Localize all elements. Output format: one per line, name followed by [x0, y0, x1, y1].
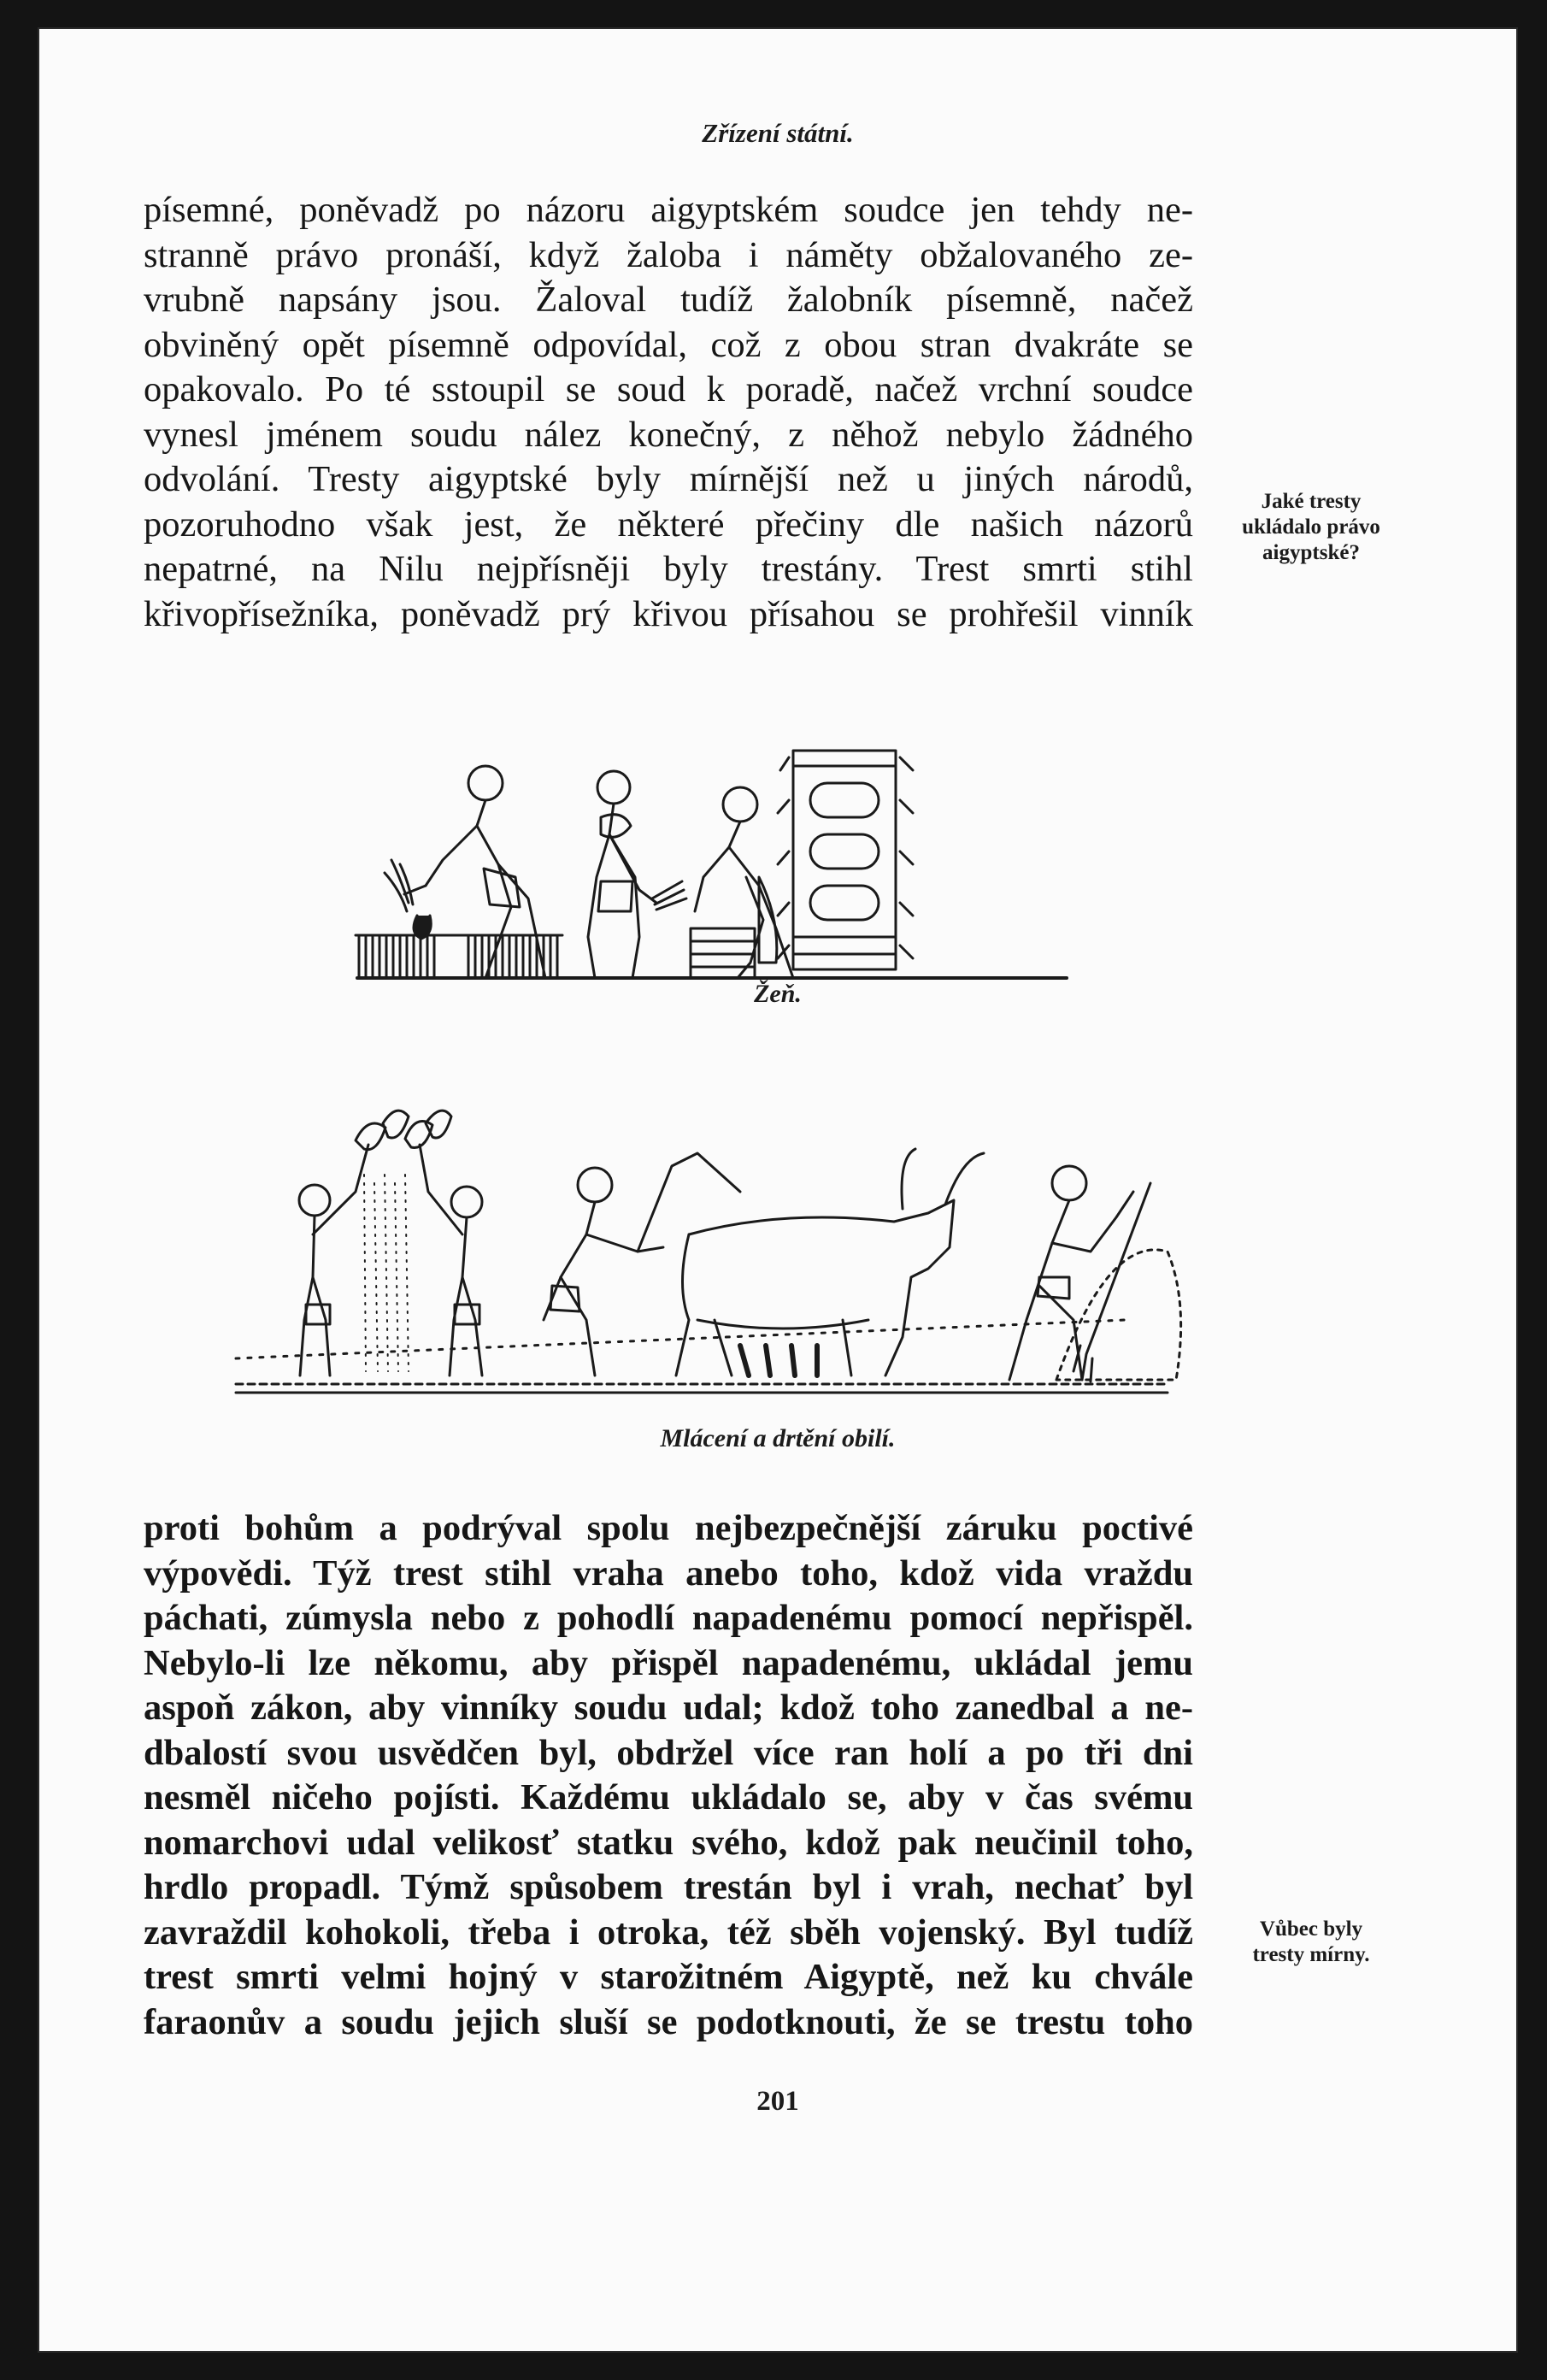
text-line: nomarchovi udal velikosť statku svého, kdož pak neučinil toho,: [144, 1822, 1193, 1863]
text-line: hrdlo propadl. Týmž spůsobem trestán byl i vrah, nechať byl: [144, 1867, 1193, 1907]
threshing-illustration: [185, 1063, 1202, 1465]
pitchfork-figure: [1009, 1166, 1150, 1381]
gatherer-figure: [691, 787, 793, 978]
figure-caption-harvest: Žeň.: [754, 980, 802, 1008]
book-page: [39, 29, 1516, 2351]
text-line: proti bohům a podrýval spolu nejbezpečnější záruku poctivé: [144, 1508, 1193, 1548]
falling-grain: [364, 1175, 409, 1371]
winnower-figure-left: [299, 1110, 409, 1376]
text-line: křivopřísežníka, poněvadž prý křivou přísahou se prohřešil vinník: [144, 593, 1193, 634]
text-line: nepatrné, na Nilu nejpřísněji byly trestány. Trest smrti stihl: [144, 549, 1193, 589]
margin-note-line: tresty mírny.: [1252, 1943, 1370, 1966]
reaper-figure: [385, 766, 545, 978]
margin-note-line: ukládalo právo: [1242, 515, 1380, 539]
text-line: opakovalo. Po té sstoupil se soud k poradě, načež vrchní soudce: [144, 369, 1193, 409]
text-line: stranně právo pronáší, když žaloba i náměty obžalovaného ze-: [144, 234, 1193, 275]
text-line: trest smrti velmi hojný v starožitném Aigyptě, než ku chvále: [144, 1957, 1193, 1997]
text-line: vynesl jménem soudu nález konečný, z něhož nebylo žádného: [144, 414, 1193, 455]
margin-note-mild-punishments: [1210, 1917, 1412, 1968]
text-line: pozoruhodno však jest, že některé přečiny dle našich názorů: [144, 504, 1193, 545]
text-line: faraonův a soudu jejich sluší se podotknouti, že se trestu toho: [144, 2001, 1193, 2042]
grain-field: [356, 935, 562, 978]
binder-figure: [588, 771, 686, 978]
text-line: zavraždil kohokoli, třeba i otroka, též sběh vojenský. Byl tudíž: [144, 1912, 1193, 1953]
page-number: 201: [756, 2086, 799, 2117]
text-line: vrubně napsány jsou. Žaloval tudíž žalobník písemně, načež: [144, 280, 1193, 320]
ox-figure: [676, 1149, 984, 1376]
text-line: obviněný opět písemně odpovídal, což z obou stran dvakráte se: [144, 324, 1193, 365]
text-line: Nebylo-li lze někomu, aby přispěl napadenému, ukládal jemu: [144, 1642, 1193, 1683]
margin-note-line: aigyptské?: [1262, 541, 1360, 564]
text-line: nesměl ničeho pojísti. Každému ukládalo se, aby v čas svému: [144, 1777, 1193, 1817]
text-line: výpovědi. Týž trest stihl vraha anebo toho, kdož vida vraždu: [144, 1552, 1193, 1594]
margin-note-line: Jaké tresty: [1261, 490, 1362, 513]
figure-caption-threshing: Mlácení a drtění obilí.: [660, 1424, 896, 1452]
bottom-paragraph: [144, 1506, 1193, 2045]
text-line: dbalostí svou usvědčen byl, obdržel více ran holí a po tři dni: [144, 1732, 1193, 1773]
running-header: Zřízení státní.: [702, 118, 854, 148]
text-line: páchati, zúmysla nebo z pohodlí napadenému pomocí nepřispěl.: [144, 1598, 1193, 1638]
top-paragraph: [144, 188, 1193, 637]
driver-figure: [544, 1153, 740, 1376]
winnower-figure-right: [405, 1110, 482, 1376]
text-line: písemné, poněvadž po názoru aigyptském soudce jen tehdy ne-: [144, 190, 1193, 230]
margin-note-punishments: [1210, 489, 1412, 566]
text-line: odvolání. Tresty aigyptské byly mírnější než u jiných národů,: [144, 459, 1193, 499]
text-line: aspoň zákon, aby vinníky soudu udal; kdož toho zanedbal a ne-: [144, 1688, 1193, 1728]
grain-stack: [778, 751, 913, 969]
margin-note-line: Vůbec byly: [1259, 1918, 1363, 1941]
